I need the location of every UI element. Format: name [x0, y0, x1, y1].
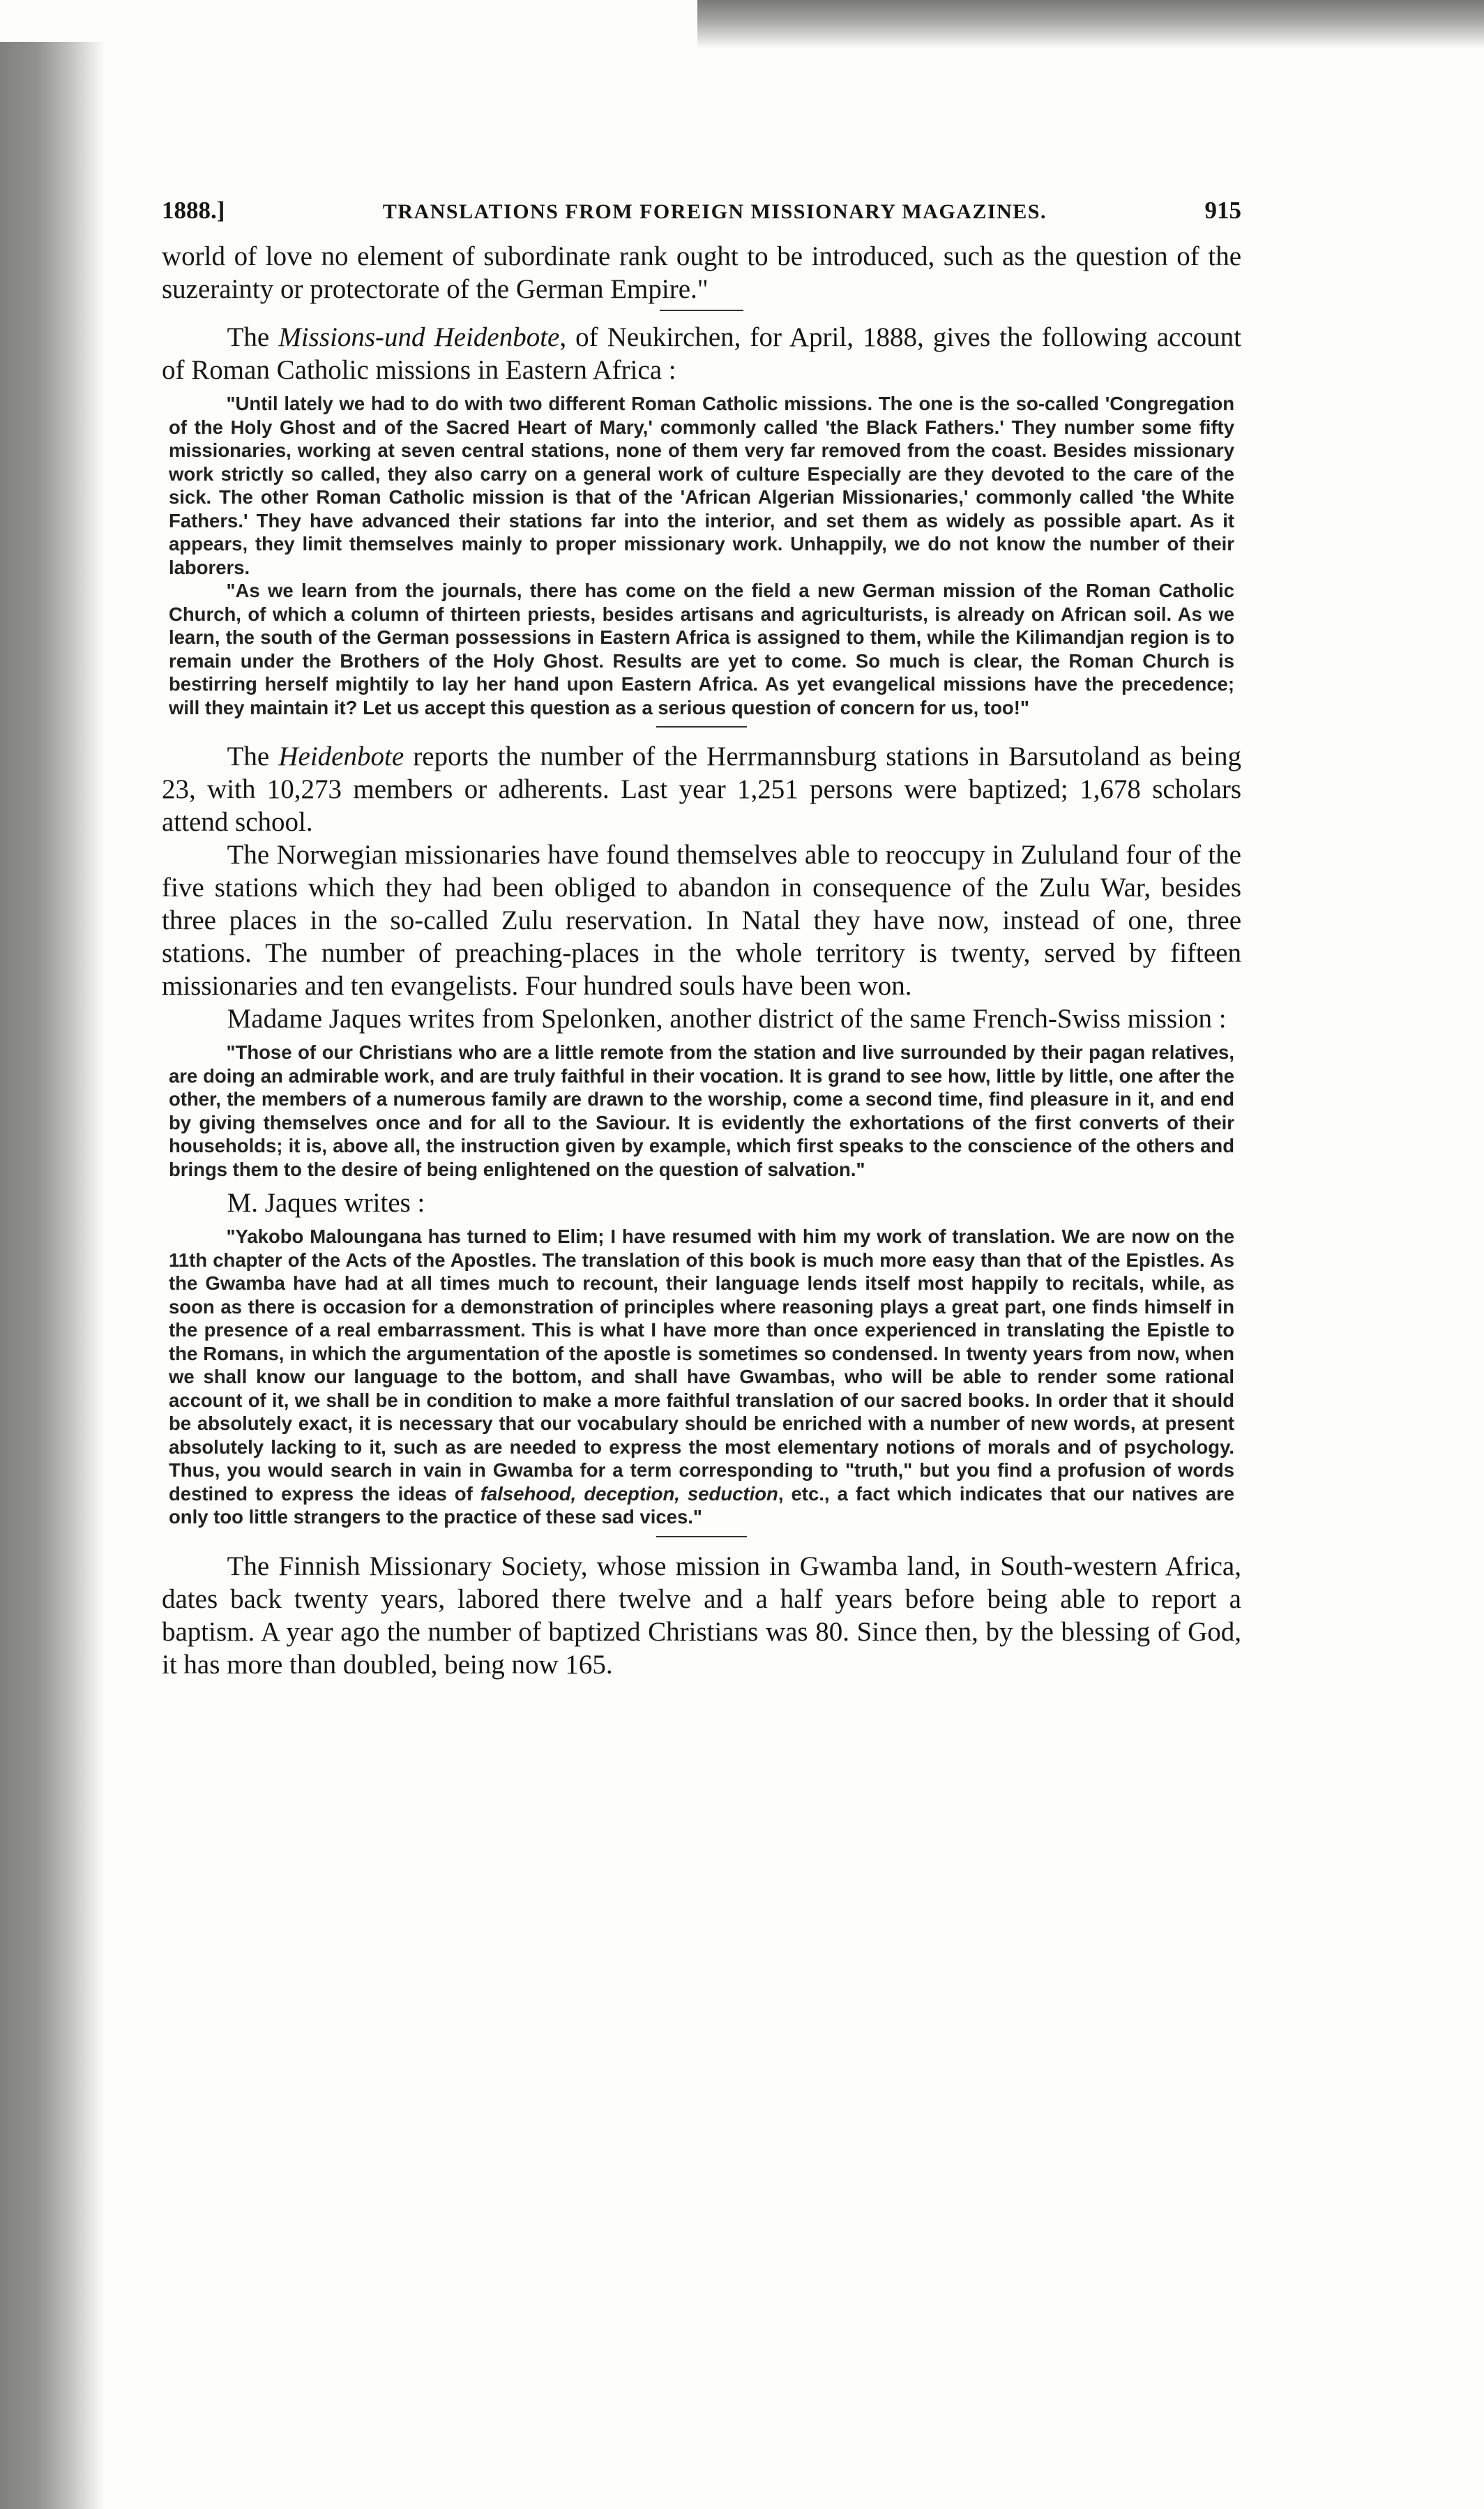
- periodical-title: Missions-und Heidenbote: [278, 322, 560, 352]
- periodical-title: Heidenbote: [278, 741, 404, 771]
- quote-2: "As we learn from the journals, there has come on the field a new German mission of the Roman Catholic Church, of which a column of thirteen priests, besides artisans and agriculturists, is already on African soil. As we learn, the south of the German possessions in Eastern Africa is assigned to them, while the Kilimandjan region is to remain under the Brothers of the Holy Ghost. Results are yet to come. So much is clear, the Roman Church is bestirring herself mightily to lay her hand upon Eastern Africa. As yet evangelical missions have the precedence; will they maintain it? Let us accept this question as a serious question of concern for us, too!": [169, 580, 1234, 718]
- section-divider: [660, 310, 743, 311]
- quote-1: "Until lately we had to do with two different Roman Catholic missions. The one is the so-called 'Congregation of the Holy Ghost and of the Sacred Heart of Mary,' commonly called 'the Black Fathers.' They number some fifty missionaries, working at seven central stations, none of them very far removed from the coast. Besides missionary work strictly so called, they also carry on a general work of culture Especially are they devoted to the care of the sick. The other Roman Catholic mission is that of the 'African Algerian Missionaries,' commonly called 'the White Fathers.' They have advanced their stations far into the interior, and set them as widely as possible apart. As it appears, they limit themselves mainly to proper missionary work. Unhappily, we do not know the number of their laborers.: [169, 393, 1234, 578]
- quote-4: [169, 1225, 1234, 1529]
- paragraph-2: [162, 321, 1241, 386]
- paragraph-6: M. Jaques writes :: [227, 1188, 425, 1218]
- paragraph-2-lead: The: [227, 322, 279, 352]
- section-divider: [656, 1536, 747, 1537]
- quote-4-part-b: , etc., a fact which indicates that our natives are only too little strangers to the practice of these sad vices.": [169, 1482, 1234, 1528]
- paragraph-1: world of love no element of subordinate rank ought to be introduced, such as the question of the suzerainty or protectorate of the German Empire.": [162, 241, 1241, 304]
- header-year: 1888.]: [162, 197, 225, 224]
- paragraph-3: [162, 740, 1241, 838]
- page-number: 915: [1204, 197, 1241, 224]
- header-title: TRANSLATIONS FROM FOREIGN MISSIONARY MAGAZINES.: [382, 200, 1047, 223]
- section-divider: [656, 726, 747, 728]
- document-page: [162, 197, 1241, 1681]
- paragraph-3-rest: reports the number of the Herrmannsburg stations in Barsutoland as being 23, with 10,273 members or adherents. Last year 1,251 persons were baptized; 1,678 scholars attend school.: [162, 741, 1242, 837]
- paragraph-7: The Finnish Missionary Society, whose mission in Gwamba land, in South-western Africa, dates back twenty years, labored there twelve and a half years before being able to report a baptism. A year ago the number of baptized Christians was 80. Since then, by the blessing of God, it has more than doubled, being now 165.: [162, 1551, 1241, 1680]
- paragraph-2-rest: , of Neukirchen, for April, 1888, gives the following account of Roman Catholic missions in Eastern Africa :: [162, 322, 1241, 385]
- scan-top-shadow: [697, 0, 1484, 49]
- paragraph-4: The Norwegian missionaries have found themselves able to reoccupy in Zululand four of the five stations which they had been obliged to abandon in consequence of the Zulu War, besides three places in the so-called Zulu reservation. In Natal they have now, instead of one, three stations. The number of preaching-places in the whole territory is twenty, served by fifteen missionaries and ten evangelists. Four hundred souls have been won.: [162, 840, 1241, 1001]
- quote-3: "Those of our Christians who are a little remote from the station and live surrounded by their pagan relatives, are doing an admirable work, and are truly faithful in their vocation. It is grand to see how, little by little, one after the other, the members of a numerous family are drawn to the worship, come a second time, find pleasure in it, and end by giving themselves once and for all to the Saviour. It is evidently the exhortations of the first converts of their households; it is, above all, the instruction given by example, which first speaks to the conscience of the others and brings them to the desire of being enlightened on the question of salvation.": [169, 1041, 1234, 1180]
- paragraph-5: Madame Jaques writes from Spelonken, another district of the same French-Swiss mission :: [227, 1004, 1227, 1034]
- quote-4-part-a: "Yakobo Maloungana has turned to Elim; I have resumed with him my work of translation. We are now on the 11th chapter of the Acts of the Apostles. The translation of this book is much more easy than that of the Epistles. As the Gwamba have had at all times much to recount, their language lends itself most happily to recitals, while, as soon as there is occasion for a demonstration of principles where reasoning plays a great part, one finds himself in the presence of a real embarrassment. This is what I have more than once experienced in translating the Epistle to the Romans, in which the argumentation of the apostle is sometimes so condensed. In twenty years from now, when we shall know our language to the bottom, and shall have Gwambas, who will be able to render some rational account of it, we shall be in condition to make a more faithful translation of our sacred books. In order that it should be absolutely exact, it is necessary that our vocabulary should be enriched with a number of new words, at present absolutely lacking to it, such as are needed to express the most elementary notions of morals and of psychology. Thus, you would search in vain in Gwamba for a term corresponding to "truth," but you find a profusion of words destined to express the ideas of: [169, 1226, 1234, 1505]
- quote-4-italic: falsehood, deception, seduction: [480, 1482, 778, 1505]
- running-header: [162, 197, 1241, 225]
- paragraph-3-lead: The: [227, 741, 279, 771]
- scan-edge-shadow: [0, 42, 105, 2509]
